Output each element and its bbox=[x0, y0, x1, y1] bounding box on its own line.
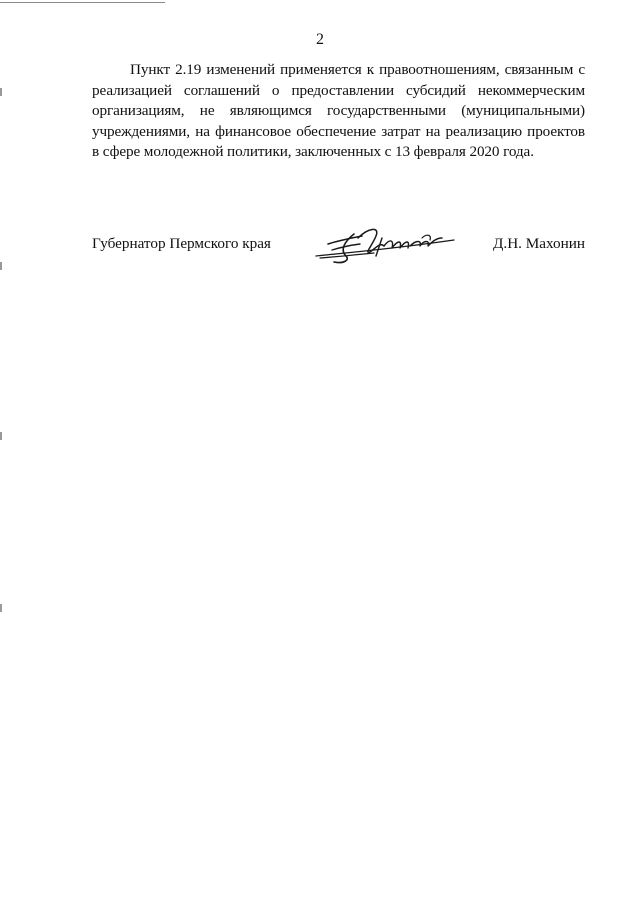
scan-edge-mark bbox=[0, 432, 2, 440]
signature-block bbox=[92, 232, 585, 272]
scan-edge-mark bbox=[0, 604, 2, 612]
scan-edge-mark bbox=[0, 88, 2, 96]
handwritten-signature bbox=[314, 220, 459, 270]
signatory-title: Губернатор Пермского края bbox=[92, 235, 271, 252]
body-paragraph: Пункт 2.19 изменений применяется к правоотношениям, связанным с реализацией соглашений о предоставлении субсидий некоммерческим организациям, не являющимся государственными (муниципальными) учреждениями, на финансовое обеспечение затрат на реализацию проектов в сфере молодежной политики, заключенных с 13 февраля 2020 года. bbox=[92, 61, 585, 160]
signatory-name: Д.Н. Махонин bbox=[493, 235, 585, 252]
page-number: 2 bbox=[316, 31, 324, 48]
scan-edge-mark bbox=[0, 262, 2, 270]
top-edge-rule bbox=[0, 2, 165, 3]
